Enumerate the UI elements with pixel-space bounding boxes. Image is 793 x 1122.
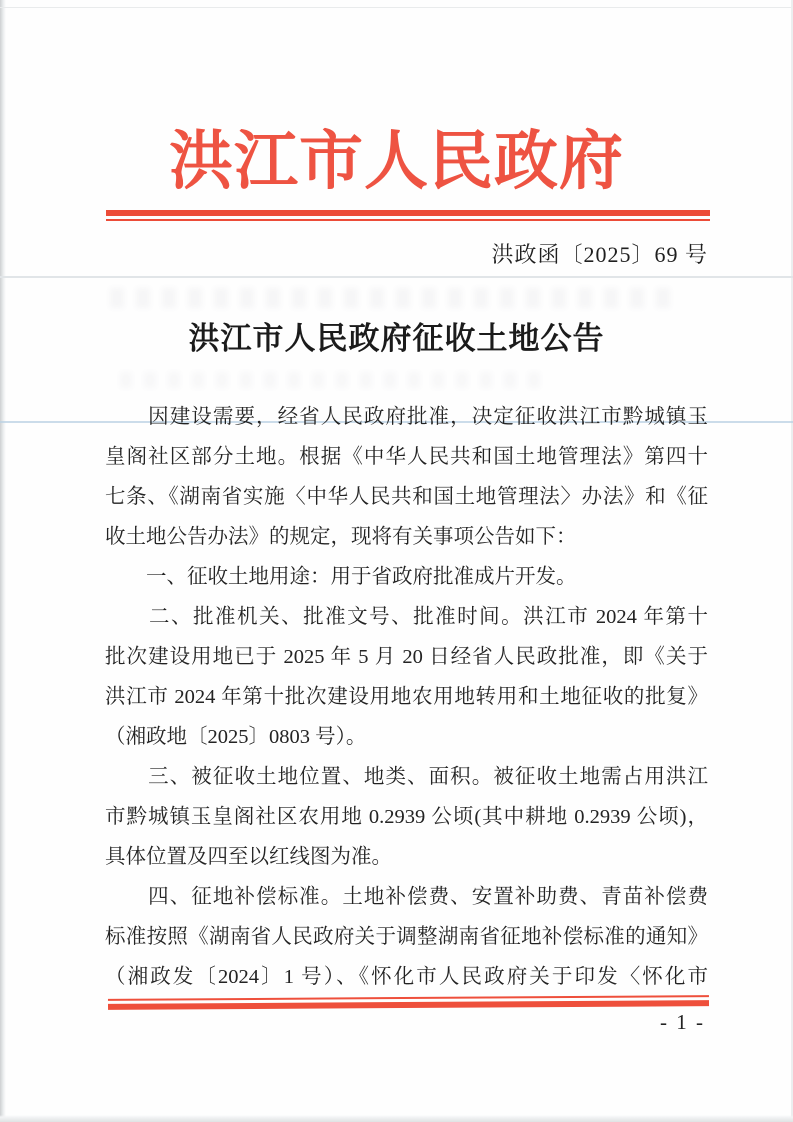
body-line: 具体位置及四至以红线图为准。 xyxy=(105,846,392,868)
body-line: 收土地公告办法》的规定，现将有关事项公告如下： xyxy=(105,526,577,548)
letterhead-rule-thick xyxy=(106,210,710,216)
body-line: 四、征地补偿标准。土地补偿费、安置补助费、青苗补偿费 xyxy=(105,886,708,908)
body-line: 因建设需要，经省人民政府批准，决定征收洪江市黔城镇玉 xyxy=(105,406,708,428)
page-number: - 1 - xyxy=(660,1010,705,1034)
document-body xyxy=(105,397,708,997)
body-line: 洪江市 2024 年第十批次建设用地农用地转用和土地征收的批复》 xyxy=(105,686,708,708)
body-line: 一、征收土地用途：用于省政府批准成片开发。 xyxy=(105,566,577,588)
document-number: 洪政函〔2025〕69 号 xyxy=(491,242,708,267)
bleedthrough-smudge xyxy=(110,288,670,308)
body-line: 七条、《湖南省实施〈中华人民共和国土地管理法〉办法》和《征 xyxy=(105,486,708,508)
scan-edge-top xyxy=(0,7,793,8)
scan-edge-bottom xyxy=(0,1115,793,1122)
body-line: 三、被征收土地位置、地类、面积。被征收土地需占用洪江 xyxy=(105,766,708,788)
document-title: 洪江市人民政府征收土地公告 xyxy=(188,321,605,356)
body-line: （湘政地〔2025〕0803 号）。 xyxy=(105,726,367,748)
body-line: 二、批准机关、批准文号、批准时间。洪江市 2024 年第十 xyxy=(105,606,708,628)
body-line: 市黔城镇玉皇阁社区农用地 0.2939 公顷(其中耕地 0.2939 公顷)， xyxy=(105,806,708,828)
bleedthrough-smudge xyxy=(120,372,550,388)
body-line: 皇阁社区部分土地。根据《中华人民共和国土地管理法》第四十 xyxy=(105,446,708,468)
body-line: （湘政发〔2024〕1 号）、《怀化市人民政府关于印发〈怀化市 xyxy=(105,966,708,988)
letterhead-organization-name: 洪江市人民政府 xyxy=(169,126,624,197)
body-line: 标准按照《湖南省人民政府关于调整湖南省征地补偿标准的通知》 xyxy=(105,926,708,948)
scan-artifact-line xyxy=(0,276,793,278)
letterhead-rule-thin xyxy=(106,219,710,221)
body-line: 批次建设用地已于 2025 年 5 月 20 日经省人民政批准，即《关于 xyxy=(105,646,708,668)
